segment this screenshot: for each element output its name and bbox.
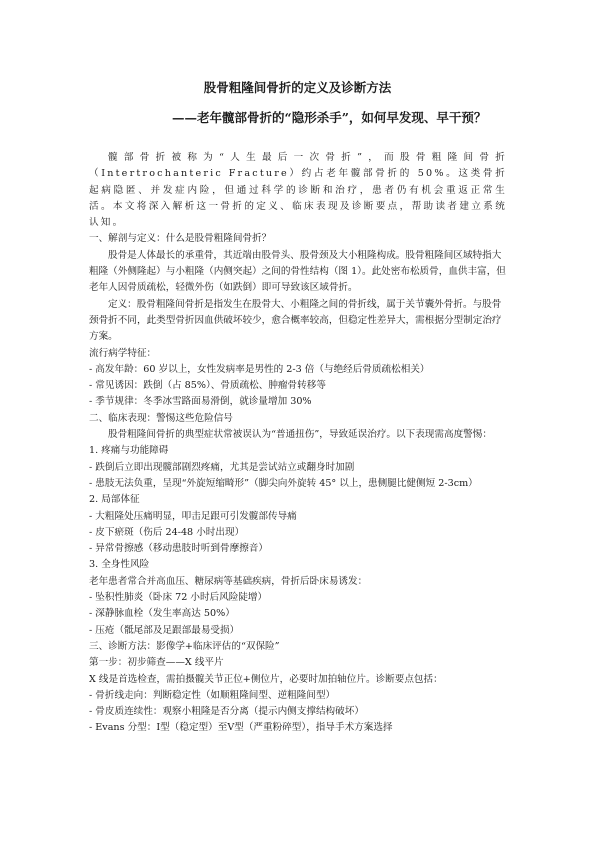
- list-item: - 异常骨擦感（移动患肢时听到骨摩擦音）: [89, 543, 268, 555]
- paragraph-systemic-risk: 老年患者常合并高血压、糖尿病等基础疾病，骨折后卧床易诱发：: [89, 575, 368, 587]
- document-title: 股骨粗隆间骨折的定义及诊断方法: [203, 80, 392, 95]
- list-item: - 大粗隆处压痛明显，叩击足跟可引发髋部传导痛: [89, 510, 297, 522]
- list-item: - 常见诱因：跌倒（占 85%）、骨质疏松、肿瘤骨转移等: [89, 380, 326, 392]
- section-heading-3: 三、诊断方法：影像学+临床评估的“双保险”: [89, 640, 280, 652]
- list-item: - Evans 分型：Ⅰ型（稳定型）至Ⅴ型（严重粉碎型），指导手术方案选择: [89, 722, 393, 734]
- paragraph-anatomy: 股骨是人体最长的承重骨，其近端由股骨头、股骨颈及大小粗隆构成。股骨粗隆间区域特指大粗隆（外侧隆起）与小粗隆（内侧突起）之间的骨性结构（图 1）。此处密布松质骨，血供丰富，但老年人因骨质疏松，轻微外伤（如跌倒）即可导致该区域骨折。: [89, 249, 506, 294]
- list-item: - 季节规律：冬季冰雪路面易滑倒，就诊量增加 30%: [89, 396, 312, 408]
- epidemiology-heading: 流行病学特征：: [89, 347, 157, 359]
- intro-paragraph: 髋部骨折被称为“人生最后一次骨折”，而股骨粗隆间骨折（Intertrochanteric Fracture）约占老年髋部骨折的 50%。这类骨折起病隐匿、并发症内险，但通过科学的诊断和治疗，患者仍有机会重返正常生活。本文将深入解析这一骨折的定义、临床表现及诊断要点，帮助读者建立系统认知。: [89, 152, 507, 229]
- list-item: - 坠积性肺炎（卧床 72 小时后风险陡增）: [89, 592, 268, 604]
- list-item: - 骨折线走向：判断稳定性（如顺粗隆间型、逆粗隆间型）: [89, 689, 336, 701]
- section-heading-2: 二、临床表现：警惕这些危险信号: [89, 412, 233, 424]
- list-item: - 压疮（骶尾部及足跟部最易受损）: [89, 624, 240, 636]
- subheading: 3. 全身性风险: [89, 559, 150, 571]
- list-item: - 跌倒后立即出现髋部剧烈疼痛，尤其是尝试站立或翻身时加剧: [89, 461, 355, 473]
- list-item: - 患肢无法负重，呈现“外旋短缩畸形”（脚尖向外旋转 45° 以上，患侧腿比健侧短 2-3cm）: [89, 477, 478, 489]
- paragraph-definition: 定义：股骨粗隆间骨折是指发生在股骨大、小粗隆之间的骨折线，属于关节囊外骨折。与股骨颈骨折不同，此类型骨折因血供破坏较少，愈合概率较高，但稳定性差异大，需根据分型制定治疗方案。: [89, 298, 502, 343]
- document-body: [89, 150, 507, 737]
- section-heading-1: 一、解剖与定义：什么是股骨粗隆间骨折？: [89, 233, 272, 245]
- subheading: 第一步：初步筛查——X 线平片: [89, 657, 224, 669]
- paragraph-xray: X 线是首选检查，需拍摄髋关节正位+侧位片，必要时加拍轴位片。诊断要点包括：: [89, 673, 443, 685]
- subheading: 1. 疼痛与功能障碍: [89, 445, 169, 457]
- list-item: - 皮下瘀斑（伤后 24-48 小时出现）: [89, 526, 245, 538]
- document-subtitle: ——老年髋部骨折的“隐形杀手”，如何早发现、早干预？: [172, 110, 487, 125]
- paragraph-symptoms: 股骨粗隆间骨折的典型症状常被误认为“普通扭伤”，导致延误治疗。以下表现需高度警惕：: [108, 429, 492, 441]
- list-item: - 骨皮质连续性：观察小粗隆是否分离（提示内侧支撑结构破坏）: [89, 706, 364, 718]
- list-item: - 深静脉血栓（发生率高达 50%）: [89, 608, 235, 620]
- list-item: - 高发年龄：60 岁以上，女性发病率是男性的 2-3 倍（与绝经后骨质疏松相关）: [89, 363, 430, 375]
- subheading: 2. 局部体征: [89, 494, 140, 506]
